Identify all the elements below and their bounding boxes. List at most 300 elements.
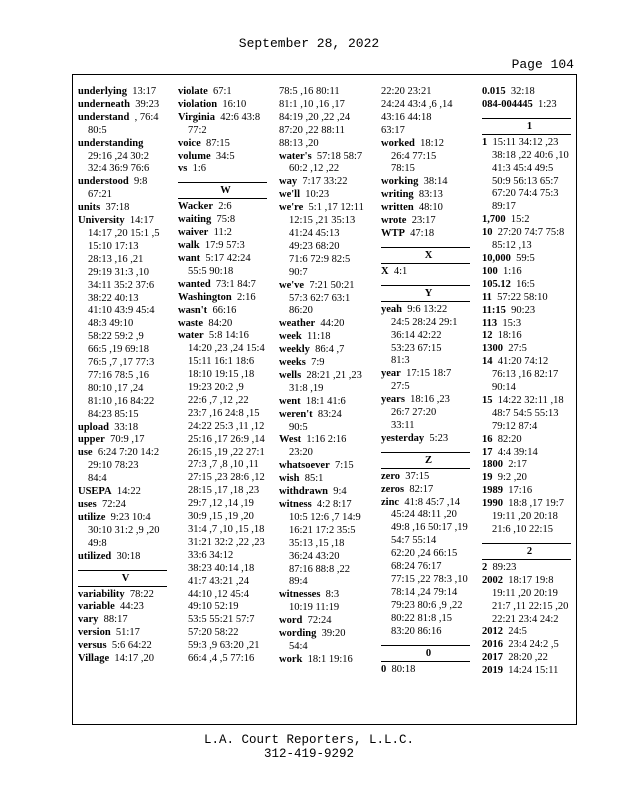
index-entry <box>78 551 173 564</box>
index-entry <box>78 112 173 138</box>
index-entry <box>178 305 273 318</box>
page-line-refs: 2:17 <box>508 459 527 471</box>
continuation-refs: 41:10 43:9 45:4 <box>88 305 155 317</box>
index-term: 105.12 <box>482 278 511 290</box>
entry-line <box>178 253 273 266</box>
continuation-refs: 79:12 87:4 <box>492 420 538 432</box>
index-entry <box>482 318 577 331</box>
continuation-refs: 29:7 ,12 ,14 ,19 <box>188 498 254 510</box>
continuation-refs: 90:7 <box>289 266 308 278</box>
page-line-refs: 44:23 <box>120 601 144 613</box>
section-letter: W <box>220 185 231 197</box>
index-entry <box>78 486 173 499</box>
index-entry <box>78 640 173 653</box>
index-term: 1800 <box>482 459 503 471</box>
index-entry <box>381 202 476 215</box>
page-line-refs: 5:1 ,17 12:11 <box>308 202 364 214</box>
index-entry <box>178 112 273 138</box>
page-line-refs: 14:24 15:11 <box>508 665 559 677</box>
index-term: uses <box>78 499 97 510</box>
entry-line <box>482 356 577 369</box>
index-entry <box>279 202 374 279</box>
page-line-refs: 11:2 <box>213 227 232 239</box>
continuation-refs: 54:4 <box>289 640 308 652</box>
index-entry <box>78 627 173 640</box>
index-entry <box>482 395 577 434</box>
index-entry <box>178 279 273 292</box>
index-term: weeks <box>279 357 306 369</box>
entry-line <box>381 664 476 677</box>
continuation-refs: 79:23 80:6 ,9 ,22 <box>391 599 463 611</box>
page-line-refs: 57:18 58:7 <box>316 150 363 162</box>
section-letter: V <box>121 572 130 584</box>
continuation-refs: 10:19 11:19 <box>289 602 340 614</box>
entry-line <box>279 344 374 357</box>
index-term: 11:15 <box>482 304 506 316</box>
page-line-refs: 13:17 <box>132 86 157 97</box>
page-line-refs: 85:1 <box>304 473 324 485</box>
index-term: voice <box>178 137 201 149</box>
continuation-refs: 58:22 59:2 ,9 <box>88 331 144 343</box>
entry-line <box>178 99 273 112</box>
entry-line <box>482 395 577 408</box>
continuation-refs: 48:7 54:5 55:13 <box>492 407 559 419</box>
page-line-refs: 87:15 <box>206 137 230 149</box>
entry-line <box>381 471 476 484</box>
continuation-refs: 49:8 <box>88 537 107 549</box>
index-term: whatsoever <box>279 460 330 472</box>
section-letter: 0 <box>425 647 432 659</box>
index-term: vs <box>178 163 188 175</box>
page-line-refs: 82:20 <box>497 433 522 445</box>
entry-line <box>279 202 374 215</box>
index-term: water's <box>279 150 312 162</box>
continuation-refs: 28:15 ,17 ,18 ,23 <box>188 485 260 497</box>
index-entry <box>178 138 273 151</box>
entry-line <box>78 202 173 215</box>
index-term: 2012 <box>482 626 503 638</box>
page-line-refs: 5:23 <box>429 432 449 444</box>
continuation-refs: 81:1 ,10 ,16 ,17 <box>279 98 345 110</box>
index-term: West <box>279 434 302 446</box>
page-line-refs: 18:1 41:6 <box>305 395 346 407</box>
index-term: 0.015 <box>482 86 506 97</box>
index-term: water <box>178 330 204 342</box>
entry-line <box>279 654 374 667</box>
entry-line <box>279 280 374 293</box>
index-term: we'll <box>279 189 300 201</box>
index-entry <box>78 601 173 614</box>
index-term: yeah <box>381 303 402 315</box>
continuation-refs: 67:20 74:4 75:3 <box>492 188 559 200</box>
index-term: wording <box>279 628 317 640</box>
entry-line <box>482 575 577 588</box>
continuation-refs: 67:21 <box>88 189 112 201</box>
continuation-refs: 25:16 ,17 26:9 ,14 <box>188 433 265 445</box>
index-term: violate <box>178 86 208 97</box>
page-line-refs: 78:22 <box>129 588 154 600</box>
entry-line <box>381 215 476 228</box>
index-term: understood <box>78 176 129 188</box>
continuation-refs: 77:15 ,22 78:3 ,10 <box>391 574 468 585</box>
continuation-refs: 62:20 ,24 66:15 <box>391 548 458 560</box>
page-line-refs: 5:17 42:24 <box>205 252 251 264</box>
index-entry <box>78 138 173 177</box>
index-entry <box>178 86 273 99</box>
entry-line <box>178 163 273 176</box>
page-line-refs: 66:16 <box>212 304 237 316</box>
continuation-refs: 19:23 20:2 ,9 <box>188 382 244 394</box>
page-line-refs: 1:16 <box>503 265 522 277</box>
page-line-refs: 51:17 <box>115 627 140 639</box>
index-entry <box>78 653 173 666</box>
entry-line <box>482 253 577 266</box>
page-line-refs: 24:5 <box>508 626 527 638</box>
index-entry <box>178 163 273 176</box>
page-line-refs: 7:17 33:22 <box>302 176 348 188</box>
continuation-refs: 33:6 34:12 <box>188 549 234 561</box>
index-entry <box>482 434 577 447</box>
entry-line <box>78 434 173 447</box>
page-line-refs: 80:18 <box>391 663 416 675</box>
page-line-refs: 89:23 <box>492 561 517 573</box>
index-term: way <box>279 176 298 188</box>
index-entry <box>482 665 577 678</box>
index-term: wells <box>279 369 302 381</box>
index-term: we're <box>279 202 304 214</box>
page-line-refs: 6:24 7:20 14:2 <box>97 447 160 459</box>
index-term: yesterday <box>381 432 425 444</box>
entry-line <box>381 228 476 241</box>
page-line-refs: 1:23 <box>538 98 557 110</box>
section-rule <box>381 263 470 264</box>
page-line-refs: 32:18 <box>510 86 535 97</box>
index-term: want <box>178 252 201 264</box>
index-entry <box>482 253 577 266</box>
continuation-refs: 18:10 19:15 ,18 <box>188 369 255 381</box>
index-term: violation <box>178 98 218 110</box>
index-term: waiver <box>178 227 209 239</box>
entry-line <box>78 614 173 627</box>
continuation-refs: 84:23 85:15 <box>88 408 139 420</box>
page-line-refs: 41:8 45:7 ,14 <box>404 496 461 508</box>
entry-line <box>279 189 374 202</box>
entry-line <box>381 189 476 202</box>
continuation-refs: 89:17 <box>492 201 516 213</box>
page-line-refs: 18:12 <box>420 137 445 149</box>
index-entry <box>78 202 173 215</box>
continuation-refs: 76:5 ,7 ,17 77:3 <box>88 357 155 369</box>
index-entry <box>279 409 374 435</box>
index-entry <box>178 151 273 164</box>
index-entry <box>279 280 374 319</box>
continuation-refs: 87:16 88:8 ,22 <box>289 563 350 575</box>
index-term: Virginia <box>178 111 215 123</box>
index-term: variability <box>78 588 125 600</box>
page-line-refs: 37:18 <box>105 202 130 214</box>
page-line-refs: 7:21 50:21 <box>309 279 355 291</box>
index-term: 11 <box>482 291 492 303</box>
entry-line <box>178 227 273 240</box>
index-term: X <box>381 265 389 277</box>
index-entry <box>482 639 577 652</box>
index-entry <box>78 176 173 202</box>
index-term: 14 <box>482 356 493 368</box>
entry-line <box>78 99 173 112</box>
index-entry <box>482 266 577 279</box>
page-line-refs: 14:22 32:11 ,18 <box>497 394 564 406</box>
index-entry <box>279 151 374 177</box>
continuation-refs: 63:17 <box>381 124 405 136</box>
page-line-refs: 23:17 <box>411 215 436 227</box>
continuation-refs: 27:3 ,7 ,8 ,10 ,11 <box>188 459 259 471</box>
page-line-refs: 88:17 <box>103 614 128 626</box>
entry-line <box>381 497 476 510</box>
entry-line <box>78 512 173 525</box>
index-entry <box>78 589 173 602</box>
index-entry <box>178 201 273 214</box>
continuation-refs: 49:8 ,16 50:17 ,19 <box>391 522 468 534</box>
page-line-refs: 75:8 <box>216 214 236 226</box>
entry-line <box>381 202 476 215</box>
section-letter: X <box>424 249 433 261</box>
entry-line <box>78 486 173 499</box>
continuation-refs: 89:4 <box>289 576 308 588</box>
index-entry <box>381 484 476 497</box>
index-term: wrote <box>381 215 407 227</box>
index-term: weren't <box>279 408 313 420</box>
index-entry <box>482 343 577 356</box>
index-entry <box>78 86 173 99</box>
page-line-refs: 14:17 ,20 <box>114 653 155 665</box>
index-entry <box>279 396 374 409</box>
index-term: versus <box>78 640 107 652</box>
index-column-1 <box>78 86 173 666</box>
index-entry <box>482 227 577 253</box>
index-entry <box>482 292 577 305</box>
page-line-refs: 9:4 <box>333 486 347 498</box>
entry-line <box>482 305 577 318</box>
page-line-refs: 30:18 <box>116 550 141 562</box>
index-entry <box>381 138 476 177</box>
continuation-refs: 27:15 ,23 28:6 ,12 <box>188 472 265 484</box>
index-entry <box>381 86 476 138</box>
index-entry <box>482 356 577 395</box>
continuation-refs: 78:15 <box>391 163 415 175</box>
page-line-refs: 42:6 43:8 <box>220 111 261 123</box>
index-entry <box>482 305 577 318</box>
entry-line <box>381 176 476 189</box>
index-entry <box>279 434 374 460</box>
continuation-refs: 59:3 ,9 63:20 ,21 <box>188 640 260 652</box>
entry-line <box>482 214 577 227</box>
continuation-refs: 38:23 40:14 ,18 <box>188 562 255 574</box>
page-line-refs: 1:6 <box>192 163 207 175</box>
continuation-refs: 34:11 35:2 37:6 <box>88 279 155 291</box>
index-entry <box>381 176 476 189</box>
index-entry <box>78 215 173 422</box>
entry-line <box>482 279 577 292</box>
entry-line <box>279 357 374 370</box>
page-line-refs: 33:18 <box>114 421 139 433</box>
index-entry <box>279 473 374 486</box>
entry-line <box>279 628 374 641</box>
page-line-refs: 9:8 <box>134 176 148 188</box>
continuation-refs: 53:5 55:21 57:7 <box>188 614 255 626</box>
entry-line <box>482 227 577 240</box>
continuation-refs: 12:15 ,21 35:13 <box>289 215 356 227</box>
entry-line <box>381 484 476 497</box>
index-term: use <box>78 447 93 459</box>
continuation-refs: 27:5 <box>391 381 410 393</box>
index-term: 19 <box>482 472 493 484</box>
index-entry <box>178 214 273 227</box>
page-line-refs: 7:15 <box>335 460 354 472</box>
page-line-refs: 10:23 <box>305 189 330 201</box>
index-entry <box>178 227 273 240</box>
index-column-3 <box>279 86 374 667</box>
index-entry <box>482 447 577 460</box>
index-entry <box>178 318 273 331</box>
continuation-refs: 41:24 45:13 <box>289 227 340 239</box>
continuation-refs: 14:20 ,23 ,24 15:4 <box>188 343 265 355</box>
page-line-refs: 84:20 <box>208 317 233 329</box>
continuation-refs: 26:4 77:15 <box>391 150 437 162</box>
continuation-refs: 15:10 17:13 <box>88 240 139 252</box>
index-entry <box>279 176 374 189</box>
index-term: years <box>381 394 405 406</box>
page-line-refs: 70:9 ,17 <box>110 434 145 446</box>
continuation-refs: 38:18 ,22 40:6 ,10 <box>492 149 569 161</box>
index-term: variable <box>78 601 115 613</box>
entry-line <box>78 176 173 189</box>
index-term: units <box>78 202 101 214</box>
index-term: waiting <box>178 214 212 226</box>
page-line-refs: 34:5 <box>215 150 235 162</box>
entry-line <box>279 409 374 422</box>
page-line-refs: 18:8 ,17 19:7 <box>508 498 564 510</box>
continuation-refs: 48:3 49:10 <box>88 318 134 330</box>
entry-line <box>178 318 273 331</box>
index-column-5 <box>482 86 577 678</box>
entry-line <box>279 396 374 409</box>
page-line-refs: 5:8 14:16 <box>208 330 249 342</box>
page-line-refs: 7:9 <box>311 357 325 369</box>
page-line-refs: 72:24 <box>307 615 332 627</box>
index-entry <box>381 433 476 446</box>
continuation-refs: 30:10 31:2 ,9 ,20 <box>88 524 160 536</box>
index-term: 1300 <box>482 343 503 355</box>
entry-line <box>279 331 374 344</box>
page-line-refs: 2:6 <box>218 201 232 213</box>
index-term: upload <box>78 421 109 433</box>
index-term: writing <box>381 189 414 201</box>
continuation-refs: 88:13 ,20 <box>279 137 319 149</box>
continuation-refs: 19:11 ,20 20:19 <box>492 587 558 599</box>
entry-line <box>482 472 577 485</box>
page-line-refs: 4:1 <box>393 265 408 277</box>
continuation-refs: 77:2 <box>188 124 207 136</box>
index-entry <box>381 394 476 433</box>
index-term: 2002 <box>482 574 503 586</box>
index-entry <box>381 497 476 639</box>
page-line-refs: 4:2 8:17 <box>316 499 352 510</box>
continuation-refs: 86:20 <box>289 305 313 317</box>
index-entry <box>381 228 476 241</box>
entry-line <box>78 601 173 614</box>
continuation-refs: 78:5 ,16 80:11 <box>279 86 340 97</box>
entry-line <box>178 138 273 151</box>
index-entry <box>482 498 577 537</box>
continuation-refs: 31:4 ,7 ,10 ,15 ,18 <box>188 524 265 535</box>
page-line-refs: 27:5 <box>508 343 527 355</box>
continuation-refs: 15:11 16:1 18:6 <box>188 356 255 368</box>
index-term: waste <box>178 317 204 329</box>
continuation-refs: 41:7 43:21 ,24 <box>188 575 249 587</box>
entry-line <box>482 86 577 99</box>
index-term: worked <box>381 137 415 149</box>
index-term: witnesses <box>279 589 321 601</box>
entry-line <box>78 499 173 512</box>
index-entry <box>78 434 173 447</box>
page-line-refs: 18:16 ,23 <box>410 394 450 406</box>
page-line-refs: 9:23 10:4 <box>110 511 151 523</box>
page-line-refs: 47:18 <box>410 227 435 239</box>
section-rule <box>381 468 470 469</box>
index-entry <box>279 357 374 370</box>
continuation-refs: 55:5 90:18 <box>188 265 234 277</box>
index-term: year <box>381 368 401 380</box>
entry-line <box>78 86 173 99</box>
entry-line <box>279 318 374 331</box>
entry-line <box>178 305 273 318</box>
index-entry <box>381 664 476 677</box>
page-line-refs: 28:20 ,22 <box>508 652 548 664</box>
index-term: work <box>279 653 303 665</box>
index-entry <box>381 304 476 369</box>
continuation-refs: 49:23 68:20 <box>289 240 340 252</box>
index-entry <box>381 368 476 394</box>
index-term: walk <box>178 240 200 252</box>
page-number: Page 104 <box>511 57 574 72</box>
entry-line <box>482 137 577 150</box>
continuation-refs: 87:20 ,22 88:11 <box>279 124 345 136</box>
continuation-refs: 84:4 <box>88 473 107 485</box>
continuation-refs: 45:24 48:11 ,20 <box>391 509 457 521</box>
index-entry <box>482 137 577 214</box>
index-entry <box>279 654 374 667</box>
entry-line <box>482 447 577 460</box>
page-line-refs: 28:21 ,21 ,23 <box>306 369 362 381</box>
section-rule <box>178 198 267 199</box>
index-term: USEPA <box>78 486 112 498</box>
index-entry <box>279 499 374 589</box>
index-entry <box>78 99 173 112</box>
entry-line <box>78 112 173 125</box>
continuation-refs: 84:19 ,20 ,22 ,24 <box>279 111 351 123</box>
continuation-refs: 30:9 ,15 ,19 ,20 <box>188 511 254 523</box>
index-term: 2019 <box>482 665 503 677</box>
index-entry <box>78 422 173 435</box>
index-entry <box>482 485 577 498</box>
page-line-refs: 8:3 <box>325 589 340 601</box>
index-entry <box>279 331 374 344</box>
continuation-refs: 49:10 52:19 <box>188 601 239 613</box>
page-line-refs: 73:1 84:7 <box>215 278 256 290</box>
entry-line <box>78 551 173 564</box>
entry-line <box>279 473 374 486</box>
index-term: went <box>279 395 301 407</box>
